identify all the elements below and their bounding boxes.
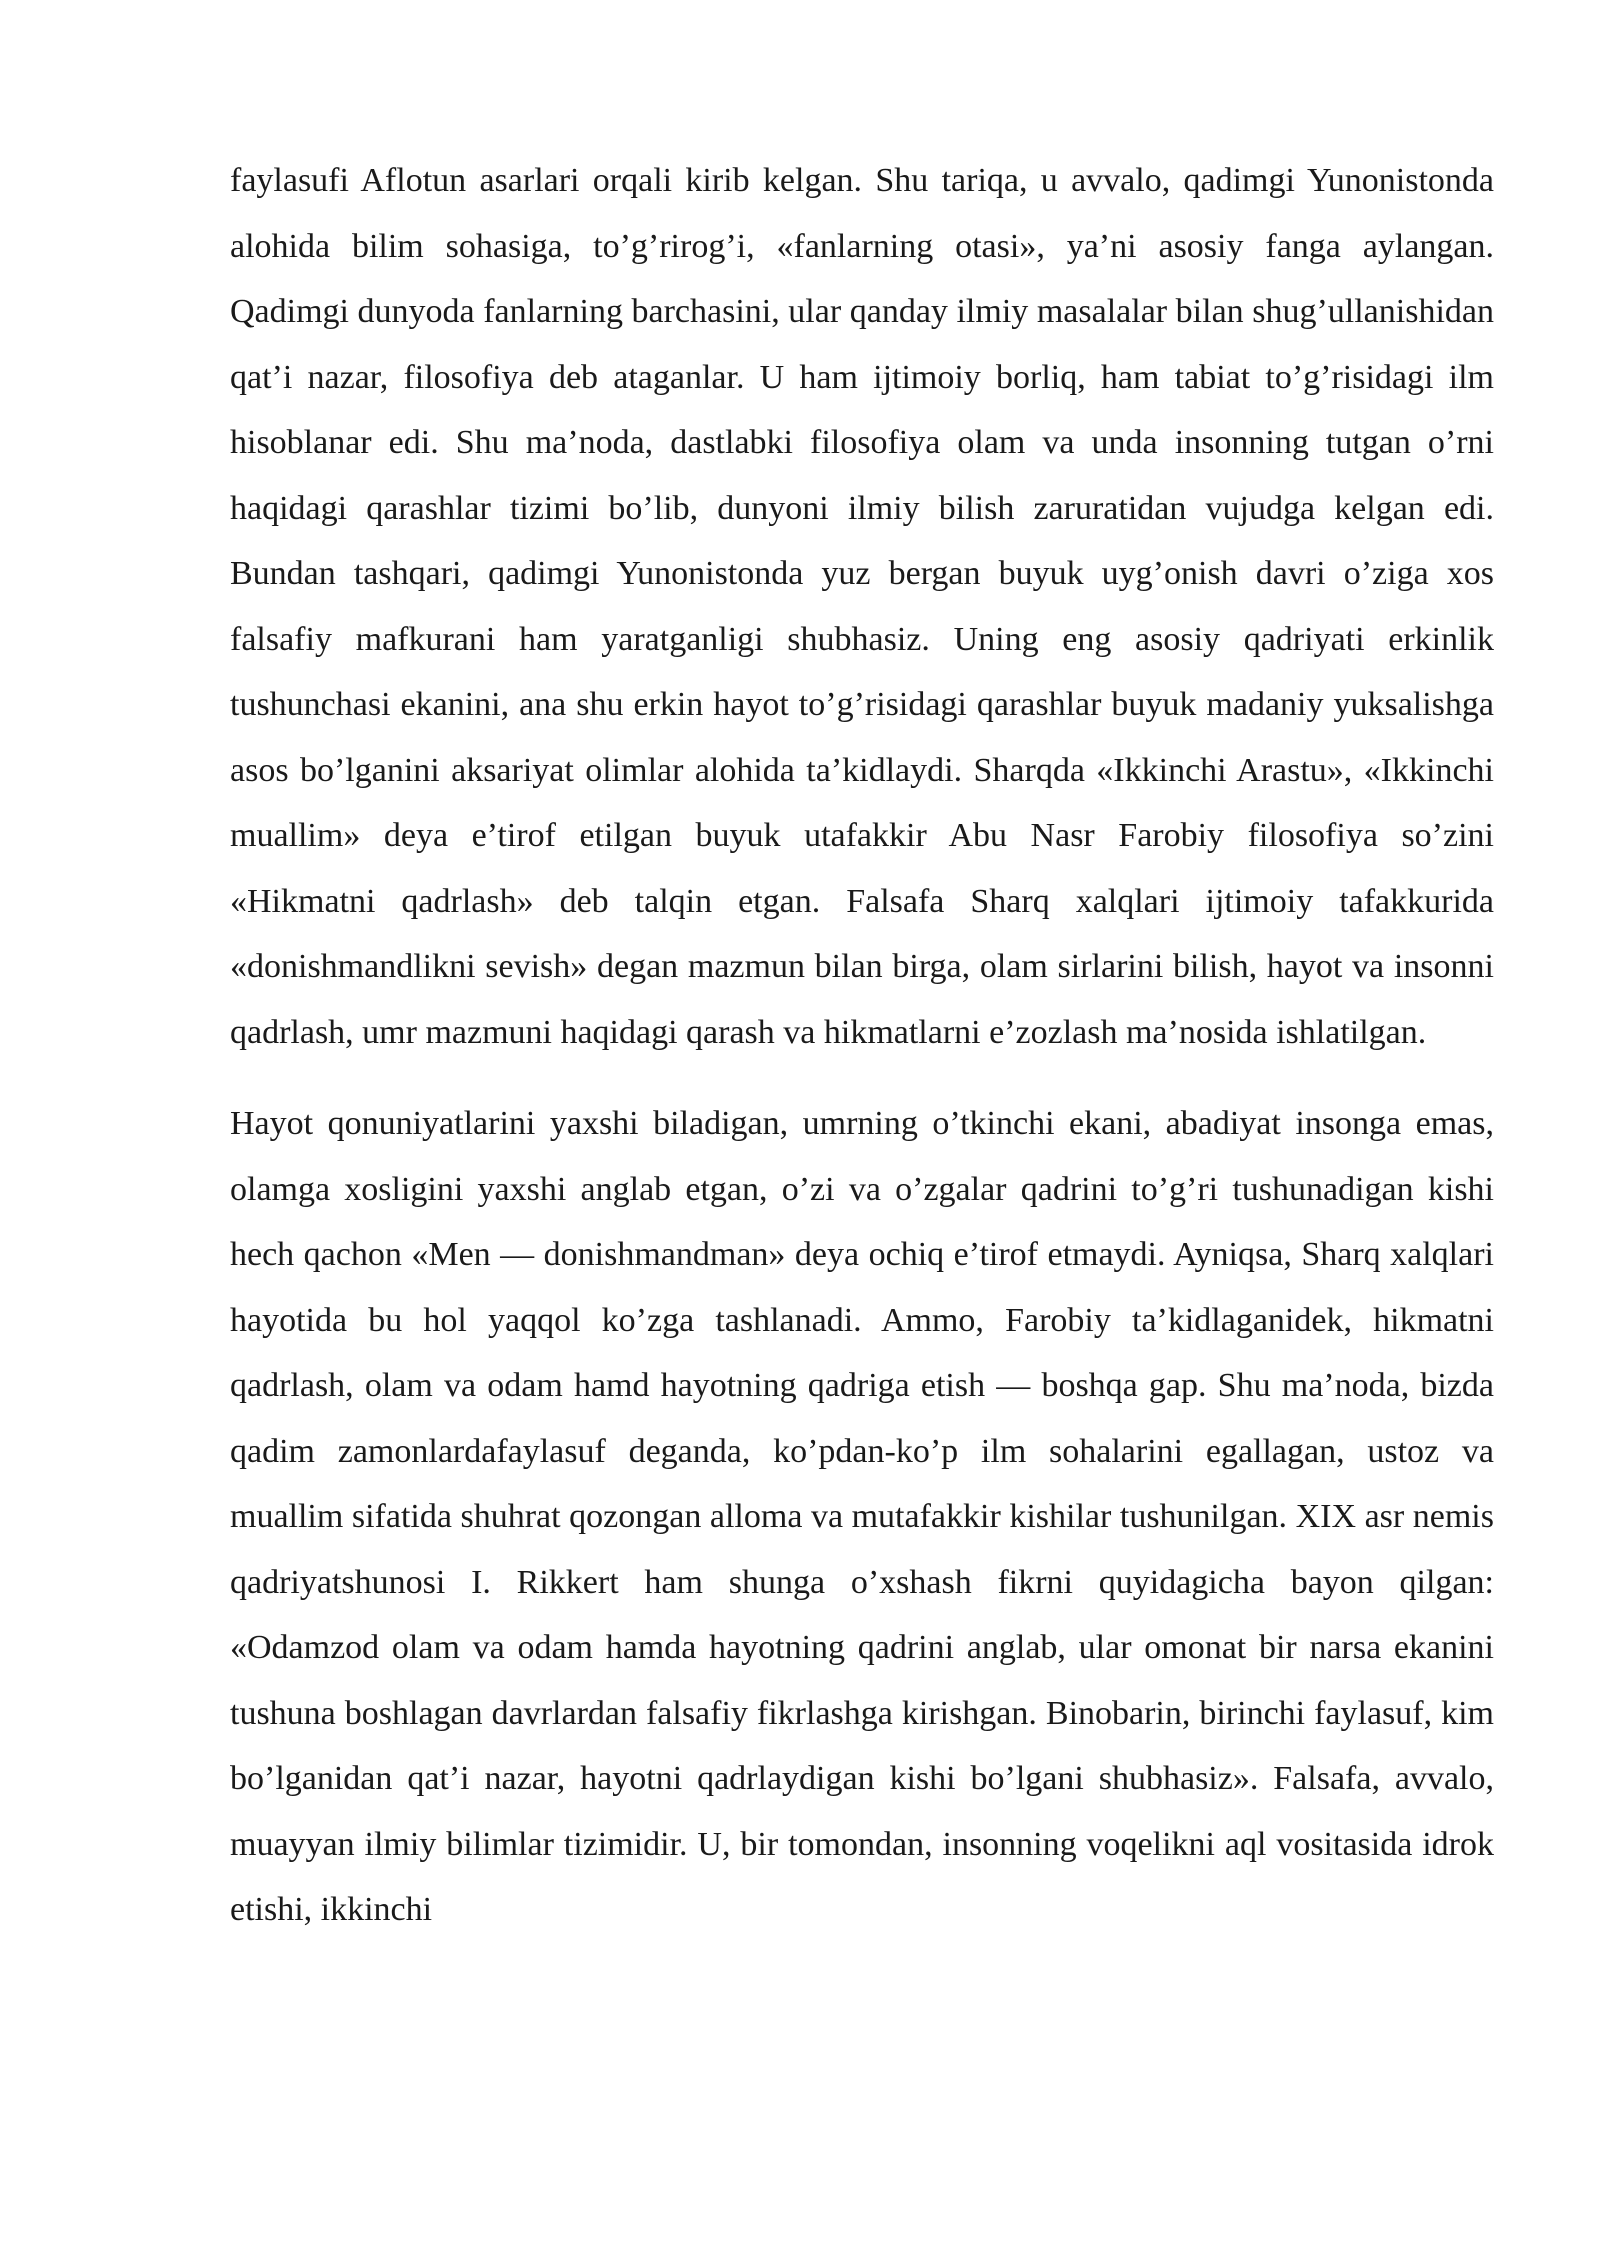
paragraph: faylasufi Aflotun asarlari orqali kirib kelgan. Shu tariqa, u avvalo, qadimgi Yunonistonda alohida bilim sohasiga, to’g’rirog’i, «fanlarning otasi», ya’ni asosiy fanga aylangan. Qadimgi dunyoda fanlarning barchasini, ular qanday ilmiy masalalar bilan shug’ullanishidan qat’i nazar, filosofiya deb ataganlar. U ham ijtimoiy borliq, ham tabiat to’g’risidagi ilm hisoblanar edi. Shu ma’noda, dastlabki filosofiya olam va unda insonning tutgan o’rni haqidagi qarashlar tizimi bo’lib, dunyoni ilmiy bilish zaruratidan vujudga kelgan edi. Bundan tashqari, qadimgi Yunonistonda yuz bergan buyuk uyg’onish davri o’ziga xos falsafiy mafkurani ham yaratganligi shubhasiz. Uning eng asosiy qadriyati erkinlik tushunchasi ekanini, ana shu erkin hayot to’g’risidagi qarashlar buyuk madaniy yuksalishga asos bo’lganini aksariyat olimlar alohida ta’kidlaydi. Sharqda «Ikkinchi Arastu», «Ikkinchi muallim» deya e’tirof etilgan buyuk utafakkir Abu Nasr Farobiy filosofiya so’zini «Hikmatni qadrlash» deb talqin etgan. Falsafa Sharq xalqlari ijtimoiy tafakkurida «donishmandlikni sevish» degan mazmun bilan birga, olam sirlarini bilish, hayot va insonni qadrlash, umr mazmuni haqidagi qarash va hikmatlarni e’zozlash ma’nosida ishlatilgan. [230,162,1494,1051]
document-page [230,148,1494,1943]
paragraph: Hayot qonuniyatlarini yaxshi biladigan, umrning o’tkinchi ekani, abadiyat insonga emas, olamga xosligini yaxshi anglab etgan, o’zi va o’zgalar qadrini to’g’ri tushunadigan kishi hech qachon «Men — donishmandman» deya ochiq e’tirof etmaydi. Ayniqsa, Sharq xalqlari hayotida bu hol yaqqol ko’zga tashlanadi. Ammo, Farobiy ta’kidlaganidek, hikmatni qadrlash, olam va odam hamd hayotning qadriga etish — boshqa gap. Shu ma’noda, bizda qadim zamonlardafaylasuf deganda, ko’pdan-ko’p ilm sohalarini egallagan, ustoz va muallim sifatida shuhrat qozongan alloma va mutafakkir kishilar tushunilgan. XIX asr nemis qadriyatshunosi I. Rikkert ham shunga o’xshash fikrni quyidagicha bayon qilgan: «Odamzod olam va odam hamda hayotning qadrini anglab, ular omonat bir narsa ekanini tushuna boshlagan davrlardan falsafiy fikrlashga kirishgan. Binobarin, birinchi faylasuf, kim bo’lganidan qat’i nazar, hayotni qadrlaydigan kishi bo’lgani shubhasiz». Falsafa, avvalo, muayyan ilmiy bilimlar tizimidir. U, bir tomondan, insonning voqelikni aql vositasida idrok etishi, ikkinchi [230,1105,1494,1928]
